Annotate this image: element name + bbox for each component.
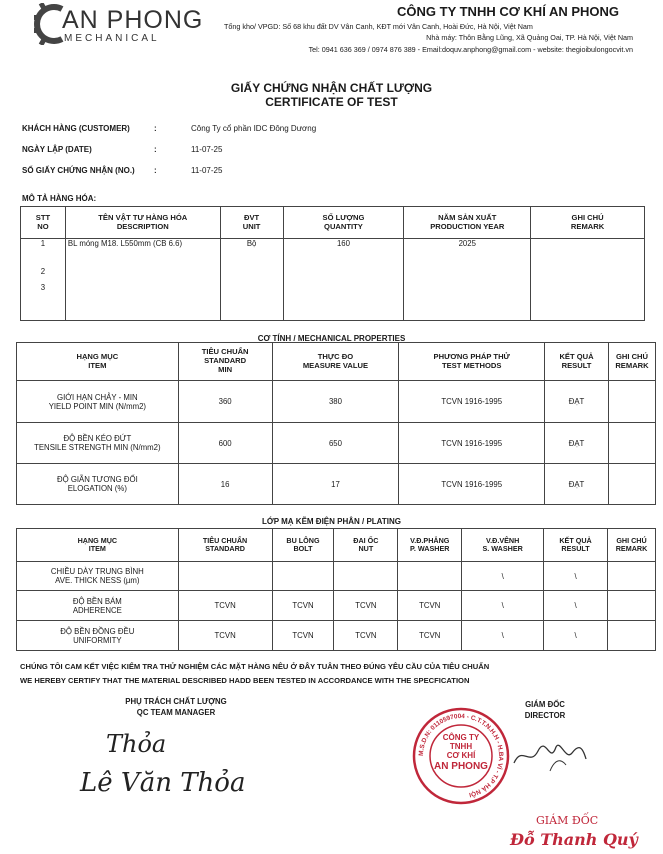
plat-p-washer: TCVN <box>398 591 462 621</box>
company-name: CÔNG TY TNHH CƠ KHÍ AN PHONG <box>397 4 619 19</box>
plat-s-washer: \ <box>462 591 544 621</box>
table-row <box>17 381 656 423</box>
mech-standard: 360 <box>178 381 272 423</box>
certification-vi: CHÚNG TÔI CAM KẾT VIỆC KIỂM TRA THỬ NGHIỆM CÁC MẶT HÀNG NÊU Ở ĐÂY TUÂN THEO ĐÚNG YÊU CẦU CỦA TIÊU CHUẨN <box>20 662 490 671</box>
plat-header-bolt: BU LÔNG BOLT <box>272 529 334 562</box>
company-stamp <box>411 706 511 806</box>
customer-label: KHÁCH HÀNG (CUSTOMER) <box>22 124 130 133</box>
mech-header-remark: GHI CHÚ REMARK <box>608 343 655 381</box>
goods-quantity <box>283 283 404 321</box>
mech-measure: 380 <box>272 381 399 423</box>
factory-line: Nhà máy: Thôn Bằng Lũng, Xã Quảng Oai, TP. Hà Nội, Việt Nam <box>426 33 633 42</box>
logo-main-text: AN PHONG <box>62 6 204 34</box>
table-row <box>21 261 645 283</box>
plat-item: CHIỀU DÀY TRUNG BÌNH AVE. THICK NESS (µm) <box>17 562 179 591</box>
title-vi: GIẤY CHỨNG NHẬN CHẤT LƯỢNG <box>230 81 433 95</box>
mech-item: ĐỘ GIÃN TƯƠNG ĐỐI ELOGATION (%) <box>17 464 179 505</box>
plating-section-label: LỚP MẠ KẼM ĐIỆN PHÂN / PLATING <box>262 517 401 526</box>
plat-s-washer: \ <box>462 562 544 591</box>
logo-sub-text: MECHANICAL <box>64 33 160 44</box>
mech-method: TCVN 1916-1995 <box>399 381 545 423</box>
plat-header-p-washer: V.Đ.PHẲNG P. WASHER <box>398 529 462 562</box>
director-title: GIÁM ĐỐC <box>536 814 599 827</box>
goods-year <box>404 283 531 321</box>
goods-remark <box>531 261 645 283</box>
contact-line: Tel: 0941 636 369 / 0974 876 389 - Email:doquv.anphong@gmail.com - website: thegioibulongocvit.vn <box>308 45 633 54</box>
goods-section-label: MÔ TẢ HÀNG HÓA: <box>22 194 97 203</box>
plat-remark <box>607 562 655 591</box>
customer-value: Công Ty cổ phần IDC Đông Dương <box>191 124 317 133</box>
mech-header-method: PHƯƠNG PHÁP THỬ TEST METHODS <box>399 343 545 381</box>
mech-header-item: HẠNG MỤC ITEM <box>17 343 179 381</box>
customer-colon: : <box>154 124 157 133</box>
plat-header-s-washer: V.Đ.VÊNH S. WASHER <box>462 529 544 562</box>
stamp-ring-text: M.S.D.N: 0110597004 - C.T.T.N.H.H - H.BA VÌ - T.P HÀ NỘI <box>417 712 505 799</box>
title-en: CERTIFICATE OF TEST <box>265 95 398 109</box>
mech-remark <box>608 464 655 505</box>
director-label-vi: GIÁM ĐỐC <box>525 700 565 709</box>
mech-standard: 600 <box>178 423 272 464</box>
table-row <box>21 283 645 321</box>
qc-signature: Thỏa <box>106 730 167 758</box>
address-line: Tổng kho/ VPGD: Số 68 khu đất DV Vân Canh, KĐT mới Vân Canh, Hoài Đức, Hà Nội, Việt Nam <box>224 22 533 31</box>
table-row <box>17 562 656 591</box>
plat-bolt: TCVN <box>272 591 334 621</box>
plat-header-item: HẠNG MỤC ITEM <box>17 529 179 562</box>
goods-no: 1 <box>21 239 66 261</box>
table-row <box>17 464 656 505</box>
plat-nut <box>334 562 398 591</box>
plat-p-washer <box>398 562 462 591</box>
goods-header-unit: ĐVT UNIT <box>220 207 283 239</box>
qc-name: Lê Văn Thỏa <box>80 768 246 798</box>
plat-result: \ <box>544 562 608 591</box>
director-name: Đỗ Thanh Quý <box>510 830 638 849</box>
goods-header-row <box>21 207 645 239</box>
stamp-line: CƠ KHÍ <box>446 751 476 761</box>
goods-no: 3 <box>21 283 66 321</box>
cert-no-value: 11-07-25 <box>191 166 223 175</box>
goods-unit <box>220 261 283 283</box>
goods-no: 2 <box>21 261 66 283</box>
mech-method: TCVN 1916-1995 <box>399 423 545 464</box>
plat-item: ĐỘ BỀN BÁM ADHERENCE <box>17 591 179 621</box>
goods-description: BL móng M18. L550mm (CB 6.6) <box>65 239 220 261</box>
goods-year <box>404 261 531 283</box>
plat-header-standard: TIÊU CHUẨN STANDARD <box>178 529 272 562</box>
date-value: 11-07-25 <box>191 145 223 154</box>
mech-result: ĐẠT <box>545 423 609 464</box>
director-label-en: DIRECTOR <box>524 711 566 720</box>
mech-remark <box>608 423 655 464</box>
mech-header-result: KẾT QUẢ RESULT <box>545 343 609 381</box>
goods-table <box>20 206 645 321</box>
mechanical-header-row <box>17 343 656 381</box>
mech-method: TCVN 1916-1995 <box>399 464 545 505</box>
mech-header-measure: THỰC ĐO MEASURE VALUE <box>272 343 399 381</box>
goods-remark <box>531 283 645 321</box>
plat-standard: TCVN <box>178 591 272 621</box>
plat-remark <box>607 591 655 621</box>
plat-remark <box>607 621 655 651</box>
goods-header-year: NĂM SẢN XUẤT PRODUCTION YEAR <box>404 207 531 239</box>
plat-standard <box>178 562 272 591</box>
plat-header-result: KẾT QUẢ RESULT <box>544 529 608 562</box>
stamp-line: TNHH <box>449 742 473 752</box>
stamp-line: CÔNG TY <box>442 733 480 742</box>
plat-bolt <box>272 562 334 591</box>
goods-quantity: 160 <box>283 239 404 261</box>
table-row <box>17 423 656 464</box>
plating-header-row <box>17 529 656 562</box>
goods-header-quantity: SỐ LƯỢNG QUANTITY <box>283 207 404 239</box>
plat-header-remark: GHI CHÚ REMARK <box>607 529 655 562</box>
mech-item: ĐỘ BỀN KÉO ĐỨT TENSILE STRENGTH MIN (N/mm2) <box>17 423 179 464</box>
mechanical-section-label: CƠ TÍNH / MECHANICAL PROPERTIES <box>257 334 406 343</box>
date-label: NGÀY LẬP (DATE) <box>22 145 92 154</box>
goods-remark <box>531 239 645 261</box>
plat-standard: TCVN <box>178 621 272 651</box>
cert-no-label: SỐ GIẤY CHỨNG NHẬN (NO.) <box>22 166 135 175</box>
mech-measure: 650 <box>272 423 399 464</box>
goods-unit: Bộ <box>220 239 283 261</box>
table-row <box>17 621 656 651</box>
mech-measure: 17 <box>272 464 399 505</box>
mech-header-standard: TIÊU CHUẨN STANDARD MIN <box>178 343 272 381</box>
goods-description <box>65 261 220 283</box>
plat-p-washer: TCVN <box>398 621 462 651</box>
table-row <box>17 591 656 621</box>
stamp-line: AN PHONG <box>434 760 488 772</box>
director-scribble-icon <box>510 735 590 775</box>
plat-result: \ <box>544 621 608 651</box>
qc-label-en: QC TEAM MANAGER <box>136 708 216 717</box>
goods-unit <box>220 283 283 321</box>
plat-bolt: TCVN <box>272 621 334 651</box>
goods-header-description: TÊN VẬT TƯ HÀNG HÓA DESCRIPTION <box>65 207 220 239</box>
goods-header-remark: GHI CHÚ REMARK <box>531 207 645 239</box>
mech-result: ĐẠT <box>545 381 609 423</box>
certification-en: WE HEREBY CERTIFY THAT THE MATERIAL DESCRIBED HADD BEEN TESTED IN ACCORDANCE WITH THE SPECFICATION <box>20 676 470 685</box>
mech-standard: 16 <box>178 464 272 505</box>
goods-year: 2025 <box>404 239 531 261</box>
mechanical-table <box>16 342 656 505</box>
plat-header-nut: ĐAI ỐC NUT <box>334 529 398 562</box>
date-colon: : <box>154 145 157 154</box>
plat-result: \ <box>544 591 608 621</box>
plat-nut: TCVN <box>334 621 398 651</box>
goods-quantity <box>283 261 404 283</box>
mech-result: ĐẠT <box>545 464 609 505</box>
plat-nut: TCVN <box>334 591 398 621</box>
goods-description <box>65 283 220 321</box>
plat-item: ĐỘ BỀN ĐỒNG ĐỀU UNIFORMITY <box>17 621 179 651</box>
mech-remark <box>608 381 655 423</box>
plating-table <box>16 528 656 651</box>
cert-no-colon: : <box>154 166 157 175</box>
mech-item: GIỚI HẠN CHẢY - MIN YIELD POINT MIN (N/mm2) <box>17 381 179 423</box>
plat-s-washer: \ <box>462 621 544 651</box>
table-row <box>21 239 645 261</box>
goods-header-no: STT NO <box>21 207 66 239</box>
qc-label-vi: PHỤ TRÁCH CHẤT LƯỢNG <box>125 697 227 706</box>
